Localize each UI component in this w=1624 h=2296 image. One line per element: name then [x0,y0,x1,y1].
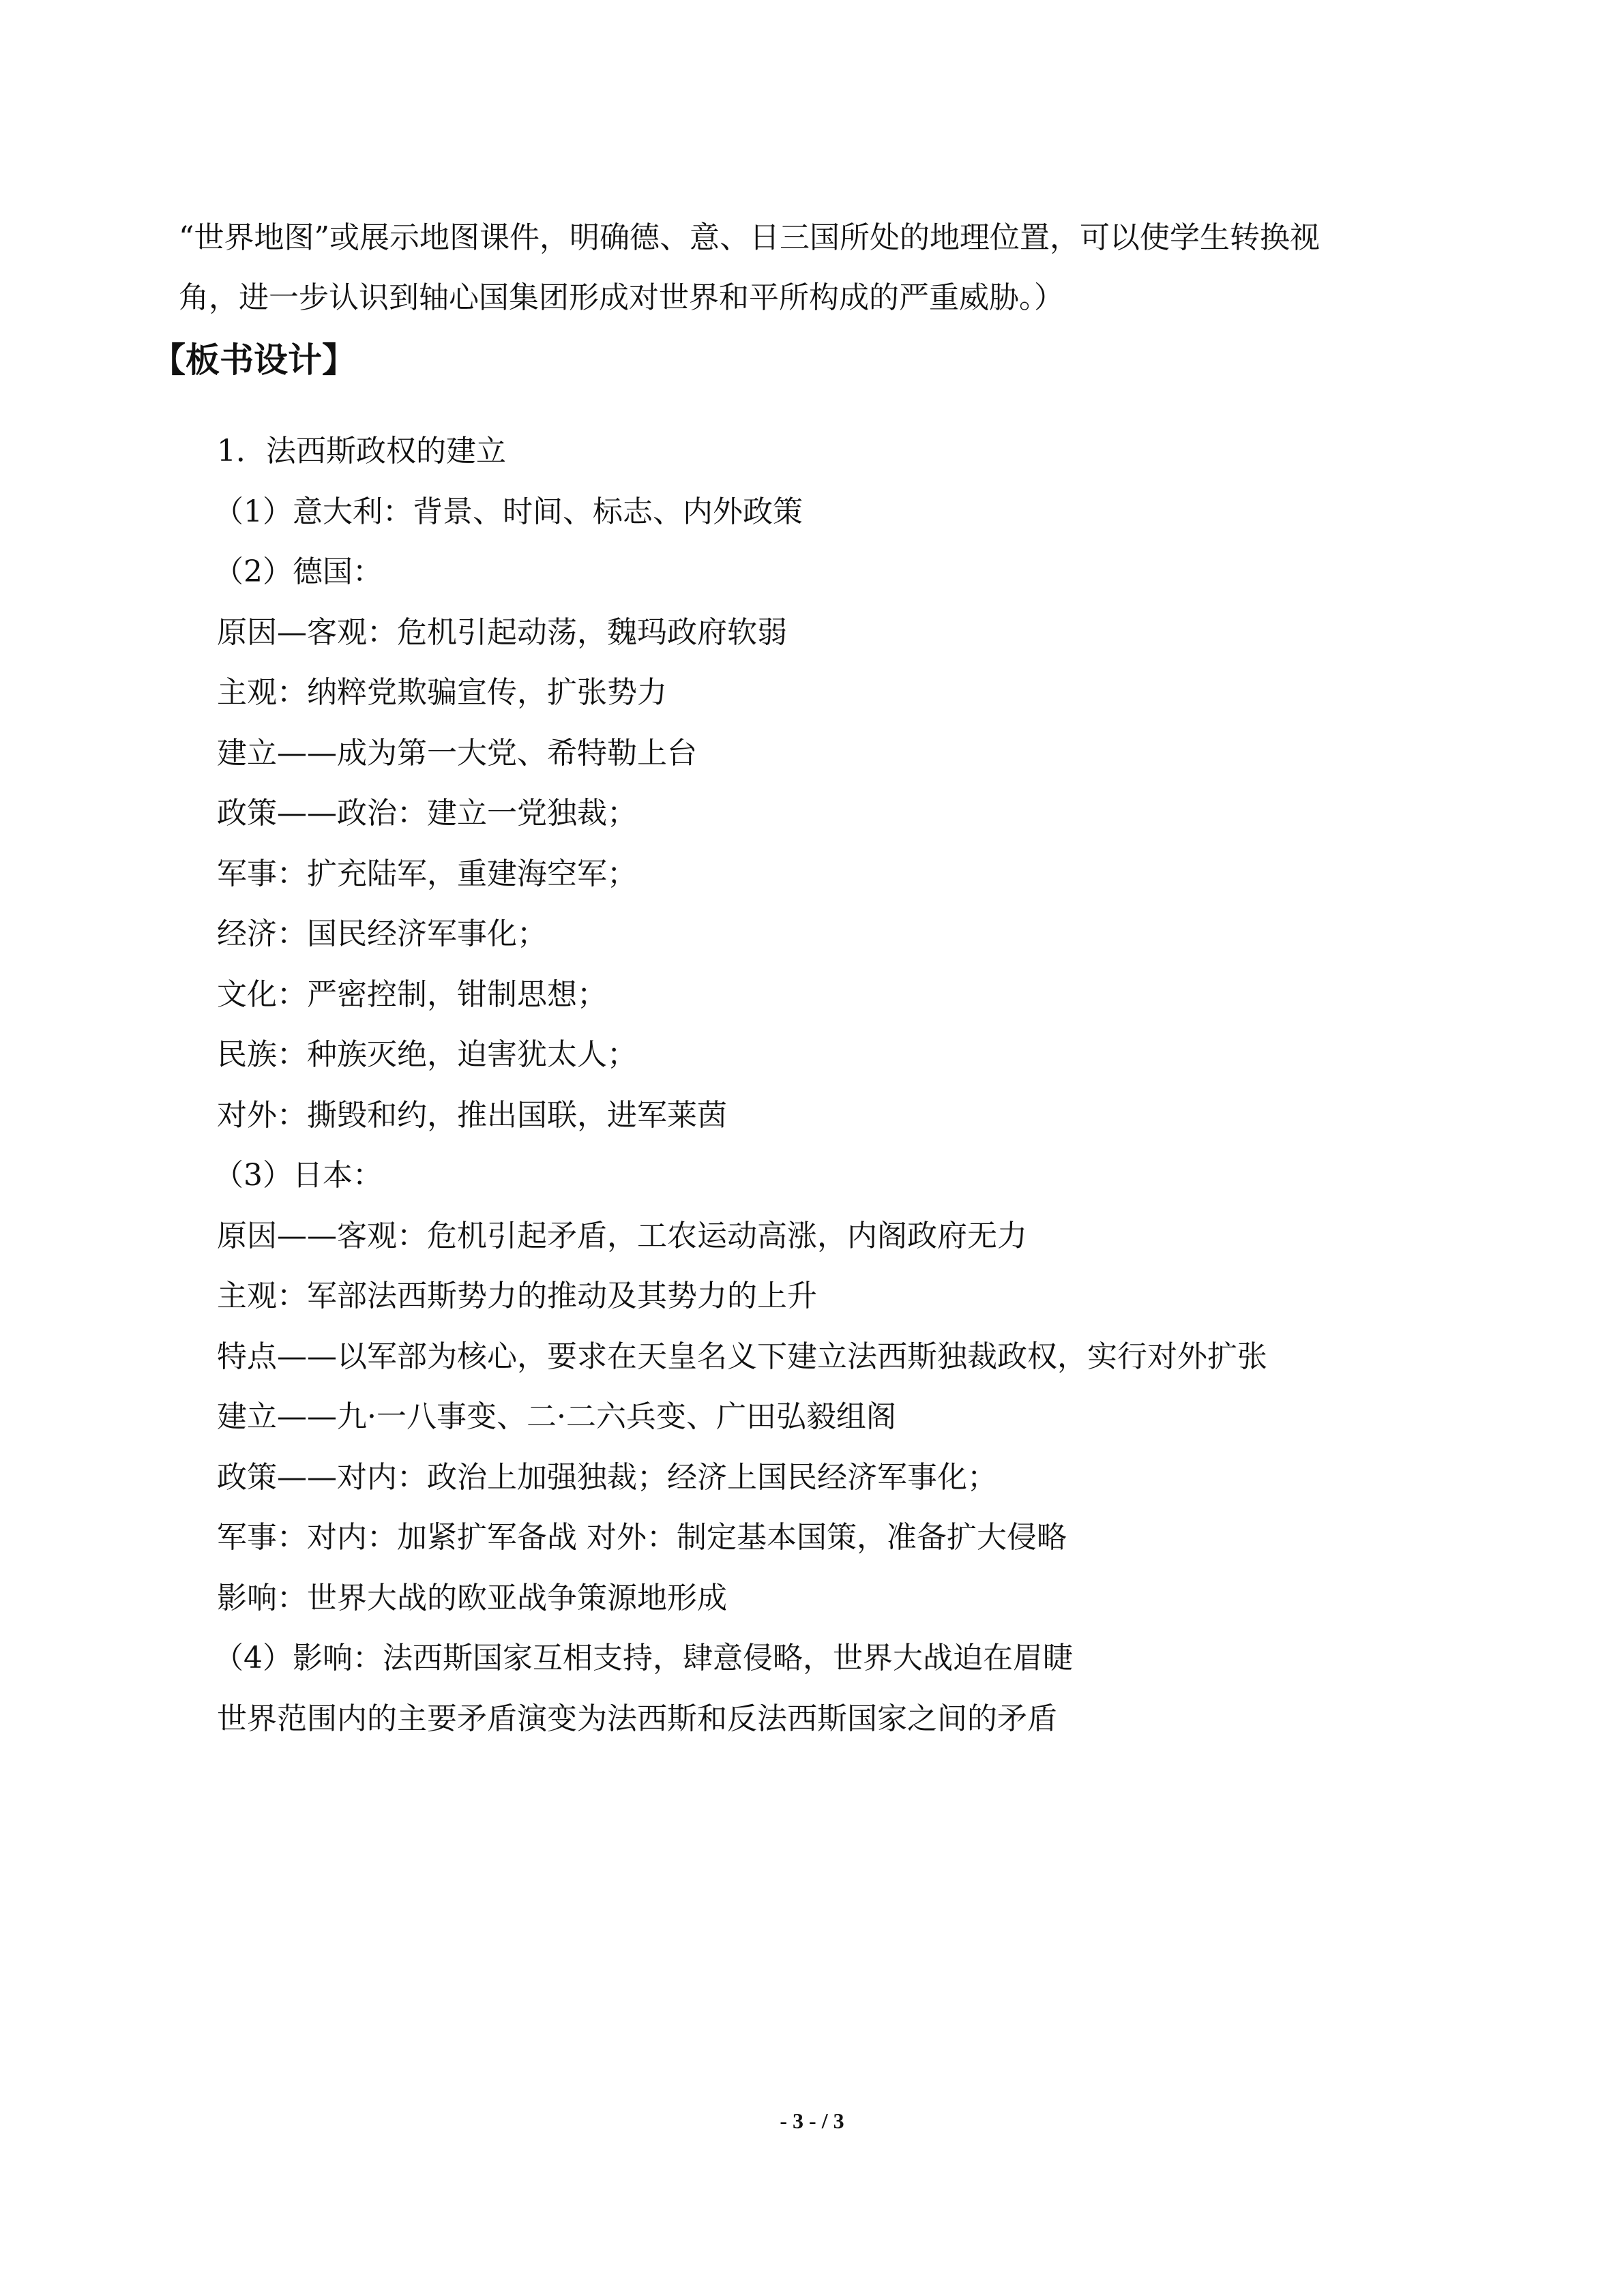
outline-line: 军事：扩充陆军，重建海空军； [217,856,637,891]
outline-line: 民族：种族灭绝，迫害犹太人； [217,1037,637,1072]
outline-line: 主观：军部法西斯势力的推动及其势力的上升 [217,1279,817,1313]
outline-line: 建立——成为第一大党、希特勒上台 [217,735,697,771]
intro-paragraph [179,208,1475,328]
outline-line: 1．法西斯政权的建立 [217,434,506,468]
outline-line: 建立——九·一八事变、二·二六兵变、广田弘毅组阁 [217,1399,896,1434]
outline-line: 原因—客观：危机引起动荡，魏玛政府软弱 [217,614,787,650]
intro-line: “世界地图”或展示地图课件，明确德、意、日三国所处的地理位置，可以使学生转换视 [179,220,1320,255]
outline-line: 影响：世界大战的欧亚战争策源地形成 [217,1580,727,1615]
intro-line: 角，进一步认识到轴心国集团形成对世界和平所构成的严重威胁。） [179,280,1064,315]
outline-line: 政策——对内：政治上加强独裁；经济上国民经济军事化； [217,1459,997,1495]
outline-line: 世界范围内的主要矛盾演变为法西斯和反法西斯国家之间的矛盾 [217,1701,1057,1736]
outline-line: 对外：撕毁和约，推出国联，进军莱茵 [217,1097,727,1133]
outline-line: （2）德国： [213,554,383,589]
outline-line: 主观：纳粹党欺骗宣传，扩张势力 [217,675,667,710]
outline-line: 文化：严密控制，钳制思想； [217,976,607,1012]
outline-line: （3）日本： [213,1158,383,1193]
page-number: - 3 - / 3 [780,2108,844,2133]
outline-line: 经济：国民经济军事化； [217,916,547,951]
outline-line: （1）意大利：背景、时间、标志、内外政策 [213,494,803,529]
outline-line: 政策——政治：建立一党独裁； [217,796,637,831]
outline-line: 特点——以军部为核心，要求在天皇名义下建立法西斯独裁政权，实行对外扩张 [217,1339,1267,1374]
outline-line: （4）影响：法西斯国家互相支持，肆意侵略，世界大战迫在眉睫 [213,1641,1073,1675]
board-design-outline [213,421,1513,1749]
outline-line: 原因——客观：危机引起矛盾，工农运动高涨，内阁政府无力 [217,1218,1027,1253]
outline-line: 军事：对内：加紧扩军备战 对外：制定基本国策，准备扩大侵略 [217,1520,1067,1555]
section-heading: 【板书设计】 [151,340,356,380]
